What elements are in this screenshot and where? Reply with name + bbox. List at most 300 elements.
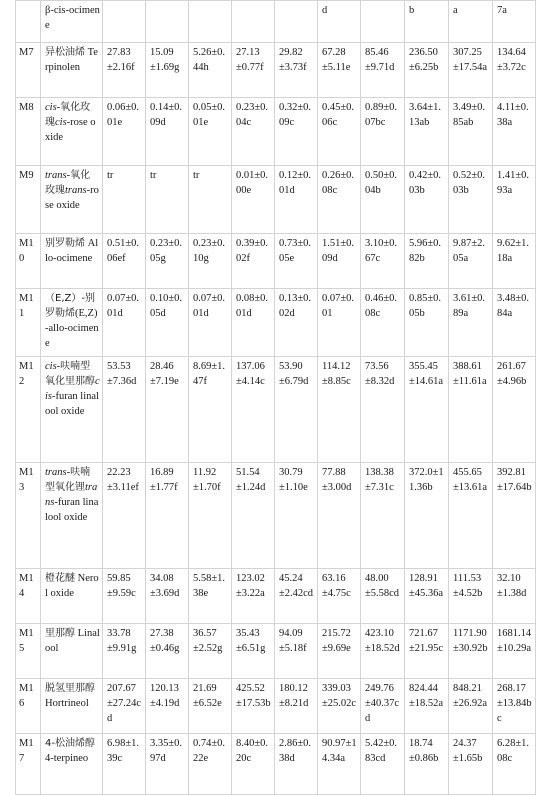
value-cell (189, 463, 232, 569)
concentration-value: 207.67±27.24cd (107, 683, 142, 724)
compound-name-part: 脱氢里那醇 (45, 683, 95, 694)
concentration-value: 268.17±13.84bc (497, 683, 532, 724)
concentration-value: a (453, 5, 458, 16)
concentration-value: 423.10±18.52d (365, 628, 400, 654)
value-cell (232, 734, 275, 795)
value-cell (232, 1, 275, 43)
concentration-value: 0.01±0.00e (236, 170, 269, 196)
concentration-value: 261.67±4.96b (497, 361, 527, 387)
concentration-value: 2.86±0.38d (279, 738, 312, 764)
value-cell (275, 234, 318, 289)
compound-code: M7 (19, 47, 34, 58)
value-cell (449, 357, 493, 463)
value-cell (493, 679, 536, 734)
value-cell (103, 679, 146, 734)
concentration-value: 355.45±14.61a (409, 361, 444, 387)
value-cell (232, 679, 275, 734)
value-cell (189, 734, 232, 795)
compound-code-cell (16, 43, 41, 98)
value-cell (275, 734, 318, 795)
concentration-value: 339.03±25.02c (322, 683, 357, 709)
concentration-value: 3.48±0.84a (497, 293, 530, 319)
value-cell (232, 289, 275, 357)
concentration-value: 0.73±0.05e (279, 238, 312, 264)
concentration-value: 73.56±8.32d (365, 361, 395, 387)
value-cell (405, 98, 449, 166)
compound-code-cell (16, 734, 41, 795)
compound-name-part: trans- (45, 170, 71, 181)
concentration-value: 1171.90±30.92b (453, 628, 488, 654)
value-cell (318, 569, 361, 624)
concentration-value: 30.79±1.10e (279, 467, 308, 493)
value-cell (449, 679, 493, 734)
concentration-value: 0.14±0.09d (150, 102, 183, 128)
compound-name-part: -rose oxide (45, 117, 96, 143)
table-row (16, 357, 536, 463)
compound-name-part: 氧化玫瑰 (45, 102, 91, 128)
concentration-value: 0.45±0.06c (322, 102, 355, 128)
value-cell (405, 624, 449, 679)
concentration-value: 1.41±0.93a (497, 170, 530, 196)
value-cell (318, 98, 361, 166)
compound-name-part: -rose oxide (45, 185, 99, 211)
concentration-value: 0.42±0.03b (409, 170, 442, 196)
value-cell (493, 98, 536, 166)
concentration-value: 16.89±1.77f (150, 467, 178, 493)
volatile-compound-table (15, 0, 536, 795)
value-cell (449, 234, 493, 289)
compound-code: M14 (19, 573, 34, 599)
compound-code-cell (16, 289, 41, 357)
compound-name-part: 橙花醚 (45, 573, 75, 584)
concentration-value: 0.26±0.08c (322, 170, 355, 196)
compound-name-part: -furan linalool oxide (45, 497, 99, 523)
value-cell (361, 357, 405, 463)
table-row (16, 289, 536, 357)
concentration-value: 138.38±7.31c (365, 467, 394, 493)
value-cell (361, 43, 405, 98)
compound-code: M11 (19, 293, 34, 319)
compound-code-cell (16, 1, 41, 43)
compound-name-cell (41, 234, 103, 289)
value-cell (275, 98, 318, 166)
value-cell (146, 166, 189, 234)
compound-name-part: 别罗勒烯 (45, 238, 85, 249)
concentration-value: 0.13±0.02d (279, 293, 312, 319)
value-cell (232, 43, 275, 98)
compound-name-part: Hortrineol (45, 698, 89, 709)
value-cell (189, 624, 232, 679)
concentration-value: d (322, 5, 328, 16)
value-cell (361, 289, 405, 357)
value-cell (318, 463, 361, 569)
value-cell (318, 234, 361, 289)
compound-name-part: 呋喃型氧化里那醇 (45, 361, 95, 387)
table-row (16, 679, 536, 734)
compound-name-part: 氧化玫瑰 (45, 170, 91, 196)
concentration-value: 388.61±11.61a (453, 361, 487, 387)
table-row (16, 569, 536, 624)
value-cell (232, 98, 275, 166)
value-cell (493, 166, 536, 234)
concentration-value: 0.51±0.06ef (107, 238, 140, 264)
concentration-value: 307.25±17.54a (453, 47, 488, 73)
concentration-value: 0.08±0.01d (236, 293, 269, 319)
value-cell (449, 624, 493, 679)
value-cell (361, 234, 405, 289)
value-cell (318, 679, 361, 734)
concentration-value: 53.90±6.79d (279, 361, 309, 387)
compound-name-cell (41, 289, 103, 357)
concentration-value: 27.83±2.16f (107, 47, 135, 73)
compound-name-cell (41, 43, 103, 98)
compound-code-cell (16, 569, 41, 624)
compound-name-part: 4-terpineo (45, 753, 89, 764)
concentration-value: 3.49±0.85ab (453, 102, 486, 128)
value-cell (103, 357, 146, 463)
concentration-value: 85.46±9.71d (365, 47, 395, 73)
value-cell (275, 679, 318, 734)
concentration-value: 123.02±3.22a (236, 573, 265, 599)
compound-code: M12 (19, 361, 34, 387)
compound-code-cell (16, 624, 41, 679)
compound-code-cell (16, 679, 41, 734)
concentration-value: 372.0±11.36b (409, 467, 444, 493)
concentration-value: 111.53±4.52b (453, 573, 483, 599)
value-cell (493, 624, 536, 679)
compound-name-part: （E,Z）-别罗勒烯 (45, 293, 95, 319)
concentration-value: 848.21±26.92a (453, 683, 488, 709)
concentration-value: 63.16±4.75c (322, 573, 351, 599)
value-cell (232, 234, 275, 289)
concentration-value: 128.91±45.36a (409, 573, 444, 599)
value-cell (449, 1, 493, 43)
table-row (16, 166, 536, 234)
value-cell (103, 734, 146, 795)
value-cell (493, 234, 536, 289)
compound-name-part: cis (45, 376, 100, 402)
concentration-value: 120.13±4.19d (150, 683, 180, 709)
value-cell (449, 166, 493, 234)
compound-code: M13 (19, 467, 34, 493)
compound-name-cell (41, 98, 103, 166)
value-cell (232, 357, 275, 463)
value-cell (232, 463, 275, 569)
concentration-value: 67.28±5.11e (322, 47, 351, 73)
compound-code: M16 (19, 683, 34, 709)
value-cell (361, 98, 405, 166)
compound-name-part: cis- (45, 102, 61, 113)
concentration-value: 28.46±7.19e (150, 361, 179, 387)
compound-code: M15 (19, 628, 34, 654)
value-cell (318, 734, 361, 795)
value-cell (318, 166, 361, 234)
concentration-value: 8.40±0.20c (236, 738, 269, 764)
concentration-value: 22.23±3.11ef (107, 467, 139, 493)
compound-name-part: 4-松油烯醇 (45, 738, 95, 749)
concentration-value: 9.87±2.05a (453, 238, 486, 264)
concentration-value: 3.10±0.67c (365, 238, 398, 264)
compound-name-part: 里那醇 (45, 628, 75, 639)
value-cell (493, 463, 536, 569)
table-row (16, 463, 536, 569)
concentration-value: 94.09±5.18f (279, 628, 307, 654)
value-cell (103, 166, 146, 234)
concentration-value: 5.42±0.83cd (365, 738, 398, 764)
compound-name-part: 呋喃型氧化锂 (45, 467, 91, 493)
value-cell (189, 569, 232, 624)
value-cell (103, 624, 146, 679)
concentration-value: 0.07±0.01 (322, 293, 355, 319)
value-cell (146, 234, 189, 289)
concentration-value: 4.11±0.38a (497, 102, 529, 128)
value-cell (103, 43, 146, 98)
concentration-value: 21.69±6.52e (193, 683, 222, 709)
value-cell (493, 569, 536, 624)
value-cell (449, 734, 493, 795)
concentration-value: tr (150, 170, 157, 181)
concentration-value: 77.88±3.00d (322, 467, 352, 493)
value-cell (189, 1, 232, 43)
value-cell (493, 734, 536, 795)
value-cell (189, 166, 232, 234)
value-cell (493, 357, 536, 463)
concentration-value: 11.92±1.70f (193, 467, 221, 493)
compound-name-cell (41, 166, 103, 234)
compound-name-cell (41, 624, 103, 679)
concentration-value: 35.43±6.51g (236, 628, 266, 654)
concentration-value: 0.12±0.01d (279, 170, 312, 196)
value-cell (275, 463, 318, 569)
table-body (16, 1, 536, 795)
concentration-value: 6.28±1.08c (497, 738, 530, 764)
value-cell (232, 624, 275, 679)
value-cell (189, 289, 232, 357)
value-cell (405, 357, 449, 463)
compound-name-part: Nerol oxide (45, 573, 99, 599)
value-cell (361, 166, 405, 234)
value-cell (318, 357, 361, 463)
value-cell (189, 234, 232, 289)
value-cell (103, 463, 146, 569)
value-cell (361, 569, 405, 624)
value-cell (493, 289, 536, 357)
value-cell (493, 43, 536, 98)
concentration-value: 0.06±0.01e (107, 102, 140, 128)
concentration-value: 392.81±17.64b (497, 467, 532, 493)
value-cell (189, 43, 232, 98)
value-cell (189, 357, 232, 463)
concentration-value: 1681.14±10.29a (497, 628, 532, 654)
concentration-value: b (409, 5, 415, 16)
compound-name-cell (41, 734, 103, 795)
table-row (16, 234, 536, 289)
concentration-value: 0.89±0.07bc (365, 102, 398, 128)
value-cell (275, 1, 318, 43)
value-cell (146, 463, 189, 569)
value-cell (449, 43, 493, 98)
value-cell (275, 624, 318, 679)
concentration-value: 0.50±0.04b (365, 170, 398, 196)
concentration-value: tr (107, 170, 114, 181)
concentration-value: 3.61±0.89a (453, 293, 486, 319)
value-cell (103, 289, 146, 357)
compound-name-part: cis (55, 117, 67, 128)
table-row (16, 624, 536, 679)
concentration-value: 29.82±3.73f (279, 47, 307, 73)
value-cell (318, 289, 361, 357)
compound-name-part: trans (45, 482, 98, 508)
concentration-value: 0.32±0.09c (279, 102, 312, 128)
table-row (16, 43, 536, 98)
concentration-value: 0.46±0.08c (365, 293, 398, 319)
concentration-value: 1.51±0.09d (322, 238, 355, 264)
concentration-value: 59.85±9.59c (107, 573, 136, 599)
concentration-value: 9.62±1.18a (497, 238, 530, 264)
value-cell (103, 1, 146, 43)
concentration-value: 27.13±0.77f (236, 47, 264, 73)
data-table-page (15, 0, 535, 795)
concentration-value: 34.08±3.69d (150, 573, 180, 599)
compound-code-cell (16, 463, 41, 569)
compound-name-part: (E,Z)-allo-ocimene (45, 308, 99, 349)
concentration-value: 3.64±1.13ab (409, 102, 442, 128)
concentration-value: 215.72±9.69e (322, 628, 351, 654)
compound-name-part: -furan linalool oxide (45, 391, 99, 417)
value-cell (146, 43, 189, 98)
concentration-value: 5.26±0.44h (193, 47, 226, 73)
value-cell (189, 679, 232, 734)
value-cell (146, 357, 189, 463)
compound-name-cell (41, 679, 103, 734)
value-cell (146, 1, 189, 43)
table-row (16, 1, 536, 43)
concentration-value: 8.69±1.47f (193, 361, 226, 387)
value-cell (232, 569, 275, 624)
concentration-value: 53.53±7.36d (107, 361, 137, 387)
value-cell (318, 1, 361, 43)
compound-name-part: 异松油烯 (45, 47, 85, 58)
value-cell (405, 569, 449, 624)
compound-name-part: β-cis-ocimene (45, 5, 100, 31)
value-cell (405, 234, 449, 289)
concentration-value: 3.35±0.97d (150, 738, 183, 764)
concentration-value: 24.37±1.65b (453, 738, 483, 764)
concentration-value: 48.00±5.58cd (365, 573, 400, 599)
concentration-value: 180.12±8.21d (279, 683, 309, 709)
compound-name-part: cis- (45, 361, 61, 372)
value-cell (275, 357, 318, 463)
value-cell (493, 1, 536, 43)
concentration-value: 137.06±4.14c (236, 361, 265, 387)
concentration-value: 425.52±17.53b (236, 683, 271, 709)
value-cell (146, 569, 189, 624)
value-cell (103, 98, 146, 166)
concentration-value: 15.09±1.69g (150, 47, 180, 73)
compound-name-part: Linalool (45, 628, 100, 654)
concentration-value: 236.50±6.25b (409, 47, 439, 73)
compound-name-cell (41, 463, 103, 569)
concentration-value: 5.58±1.38e (193, 573, 226, 599)
concentration-value: 18.74±0.86b (409, 738, 439, 764)
compound-code: M8 (19, 102, 34, 113)
concentration-value: 0.74±0.22e (193, 738, 226, 764)
concentration-value: 0.10±0.05d (150, 293, 183, 319)
concentration-value: 0.05±0.01e (193, 102, 226, 128)
concentration-value: 249.76±40.37cd (365, 683, 400, 724)
value-cell (361, 679, 405, 734)
value-cell (405, 679, 449, 734)
value-cell (275, 289, 318, 357)
concentration-value: 51.54±1.24d (236, 467, 266, 493)
concentration-value: 27.38±0.46g (150, 628, 180, 654)
concentration-value: 0.52±0.03b (453, 170, 486, 196)
concentration-value: 90.97±14.34a (322, 738, 357, 764)
compound-code: M17 (19, 738, 34, 764)
concentration-value: 0.23±0.05g (150, 238, 183, 264)
concentration-value: 0.39±0.02f (236, 238, 269, 264)
value-cell (275, 166, 318, 234)
value-cell (405, 1, 449, 43)
concentration-value: 721.67±21.95c (409, 628, 444, 654)
compound-code-cell (16, 98, 41, 166)
value-cell (449, 569, 493, 624)
concentration-value: 36.57±2.52g (193, 628, 223, 654)
value-cell (405, 166, 449, 234)
compound-code-cell (16, 357, 41, 463)
table-row (16, 734, 536, 795)
compound-name-part: Allo-ocimene (45, 238, 99, 264)
concentration-value: 0.23±0.10g (193, 238, 226, 264)
concentration-value: 33.78±9.91g (107, 628, 137, 654)
value-cell (146, 98, 189, 166)
value-cell (449, 463, 493, 569)
concentration-value: tr (193, 170, 200, 181)
compound-name-cell (41, 1, 103, 43)
value-cell (146, 679, 189, 734)
compound-name-part: Terpinolen (45, 47, 98, 73)
value-cell (146, 289, 189, 357)
table-row (16, 98, 536, 166)
compound-name-cell (41, 357, 103, 463)
value-cell (361, 624, 405, 679)
concentration-value: 7a (497, 5, 507, 16)
value-cell (275, 569, 318, 624)
compound-name-part: trans- (45, 467, 71, 478)
concentration-value: 0.07±0.01d (193, 293, 226, 319)
concentration-value: 0.07±0.01d (107, 293, 140, 319)
value-cell (189, 98, 232, 166)
value-cell (361, 463, 405, 569)
value-cell (146, 734, 189, 795)
value-cell (361, 1, 405, 43)
compound-code: M10 (19, 238, 34, 264)
compound-code: M9 (19, 170, 34, 181)
value-cell (405, 289, 449, 357)
value-cell (275, 43, 318, 98)
concentration-value: 114.12±8.85c (322, 361, 351, 387)
compound-code-cell (16, 166, 41, 234)
compound-name-part: trans (65, 185, 87, 196)
concentration-value: 824.44±18.52a (409, 683, 444, 709)
value-cell (405, 43, 449, 98)
value-cell (318, 43, 361, 98)
value-cell (449, 98, 493, 166)
concentration-value: 0.23±0.04c (236, 102, 269, 128)
concentration-value: 45.24±2.42cd (279, 573, 314, 599)
value-cell (449, 289, 493, 357)
concentration-value: 6.98±1.39c (107, 738, 140, 764)
